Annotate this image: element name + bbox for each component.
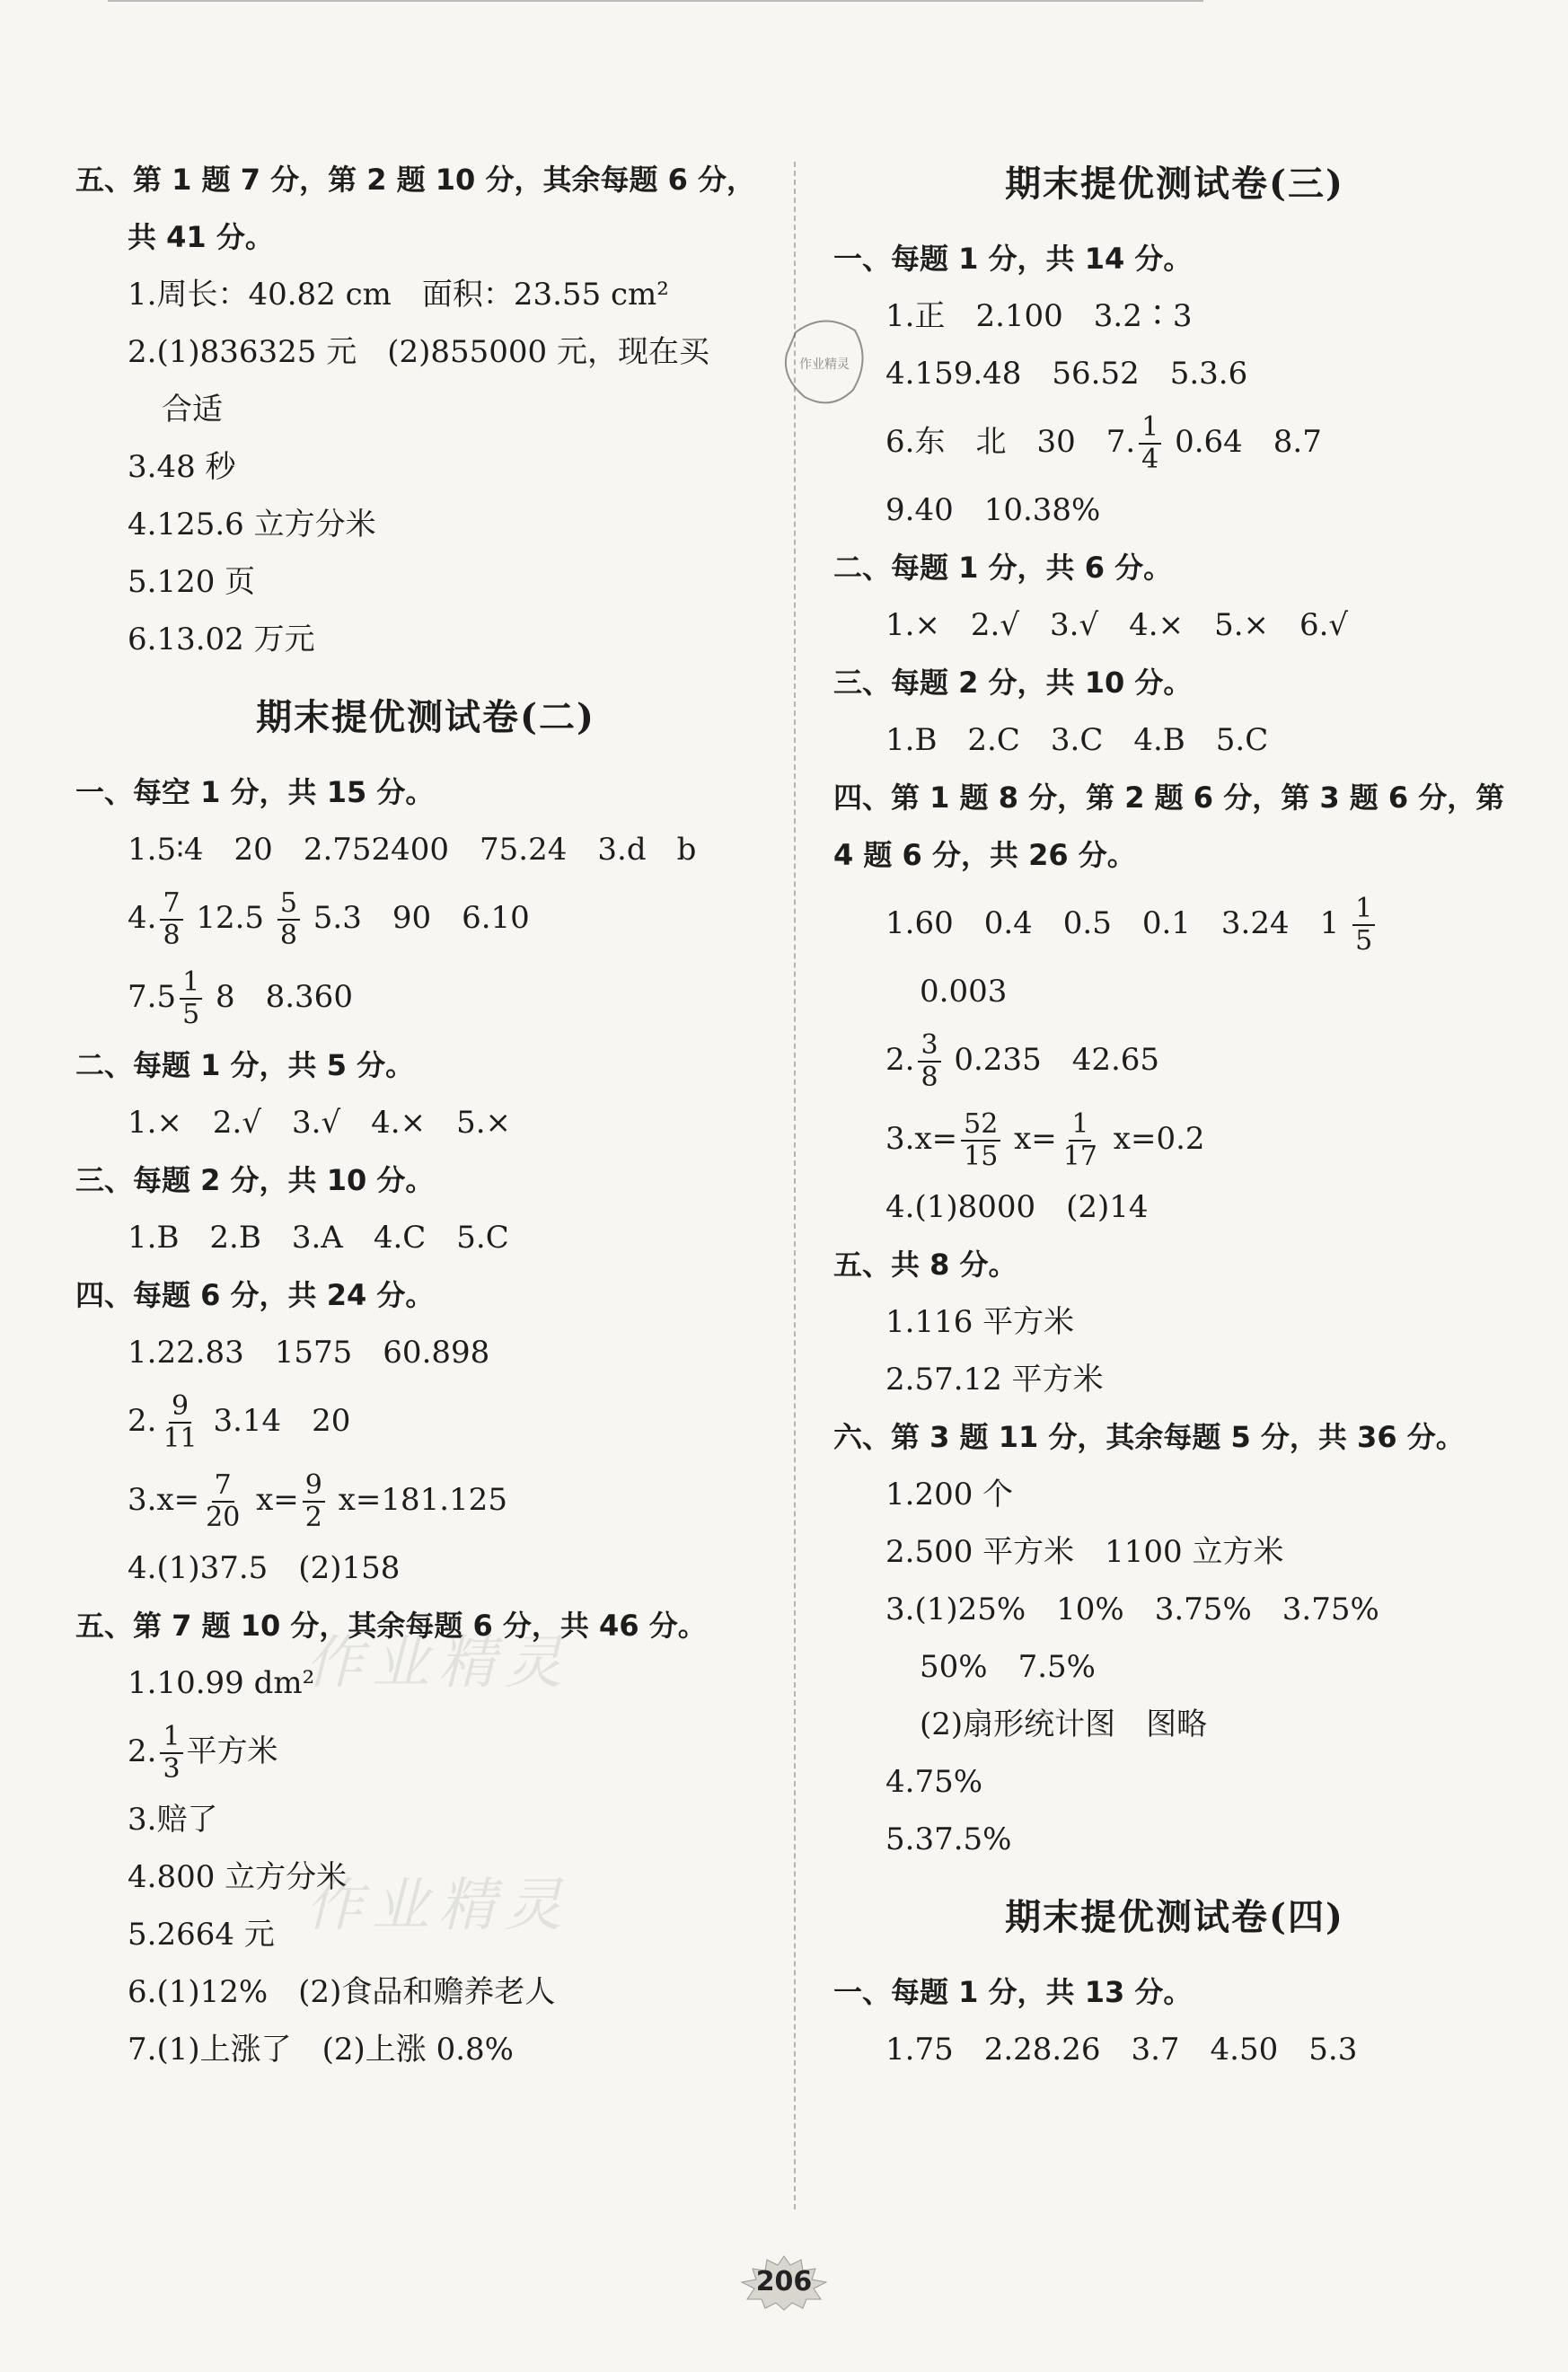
answer-line: 5.37.5% (885, 1821, 1012, 1857)
fraction (160, 1722, 182, 1785)
text: 3.x= (128, 1482, 200, 1518)
fraction (180, 967, 202, 1030)
text: 2. (128, 1403, 157, 1439)
section-heading-cont: 4 题 6 分，共 26 分。 (833, 838, 1136, 872)
section-heading: 六、第 3 题 11 分，其余每题 5 分，共 36 分。 (833, 1420, 1465, 1454)
denominator: 8 (921, 1062, 938, 1093)
section-heading: 五、第 7 题 10 分，其余每题 6 分，共 46 分。 (75, 1609, 707, 1643)
answer-line: 3.(1)25% 10% 3.75% 3.75% (885, 1592, 1379, 1627)
section-heading: 一、每空 1 分，共 15 分。 (75, 775, 435, 809)
answer-line: 4.(1)8000 (2)14 (885, 1189, 1149, 1225)
text: 0.235 42.65 (954, 1042, 1160, 1078)
answer-line: 5.2664 元 (128, 1917, 275, 1953)
page-number: 206 (755, 2266, 813, 2297)
exam-title: 期末提优测试卷(四) (1005, 1896, 1344, 1938)
answer-line: 1.5∶4 20 2.752400 75.24 3.d b (128, 832, 697, 868)
fraction (203, 1470, 242, 1533)
answer-line: 5.120 页 (128, 564, 256, 600)
text: 2. (128, 1733, 157, 1769)
section-heading: 二、每题 1 分，共 6 分。 (833, 551, 1173, 585)
watermark: 作业精灵 (305, 1873, 571, 1939)
answer-line: 6.13.02 万元 (128, 622, 315, 657)
answer-line: 4.800 立方分米 (128, 1859, 348, 1895)
section-heading: 三、每题 2 分，共 10 分。 (75, 1163, 435, 1197)
text: 5.3 90 6.10 (313, 900, 530, 936)
text: x= (256, 1482, 299, 1518)
denominator: 4 (1141, 444, 1159, 475)
numerator: 5 (277, 888, 300, 921)
fraction (160, 1391, 199, 1454)
denominator: 5 (182, 999, 200, 1030)
answer-line: 1.75 2.28.26 3.7 4.50 5.3 (885, 2032, 1358, 2068)
text: 4. (128, 900, 157, 936)
answer-line: 合适 (162, 392, 223, 428)
answer-line: 1.200 个 (885, 1477, 1014, 1512)
answer-line: 0.003 (920, 974, 1008, 1010)
answer-line (833, 884, 1516, 963)
text: 1.60 0.4 0.5 0.1 3.24 1 (885, 905, 1340, 941)
answer-line: 2.500 平方米 1100 立方米 (885, 1534, 1284, 1570)
answer-line (75, 1460, 776, 1539)
answer-line (833, 1099, 1516, 1178)
exam-title: 期末提优测试卷(二) (256, 696, 595, 738)
section-heading: 一、每题 1 分，共 14 分。 (833, 242, 1193, 276)
text: 2. (885, 1042, 915, 1078)
answer-line: 6.(1)12% (2)食品和赡养老人 (128, 1974, 556, 2010)
answer-line: 4.(1)37.5 (2)158 (128, 1550, 401, 1586)
numerator: 1 (1139, 412, 1161, 445)
text: x= (1014, 1121, 1057, 1157)
fraction (303, 1470, 325, 1533)
left-column (75, 151, 776, 2078)
text: 3.14 20 (213, 1403, 351, 1439)
section-heading: 五、共 8 分。 (833, 1248, 1017, 1282)
text: 8 8.360 (215, 979, 353, 1015)
numerator: 9 (169, 1391, 191, 1424)
section-heading: 四、第 1 题 8 分，第 2 题 6 分，第 3 题 6 分，第 (833, 780, 1505, 815)
answer-line: 1.116 平方米 (885, 1304, 1075, 1340)
text: 0.64 8.7 (1175, 424, 1322, 460)
section-heading: 一、每题 1 分，共 13 分。 (833, 1975, 1193, 2009)
numerator: 3 (918, 1030, 940, 1063)
answer-line: 1.10.99 dm² (128, 1665, 315, 1701)
text: 平方米 (186, 1733, 278, 1769)
answer-line: 1.周长：40.82 cm 面积：23.55 cm² (128, 277, 669, 313)
text: 6.东 北 30 7. (885, 424, 1136, 460)
denominator: 15 (964, 1141, 999, 1172)
numerator: 1 (1069, 1109, 1091, 1142)
stamp-text: 作业精灵 (799, 357, 850, 372)
denominator: 5 (1355, 925, 1373, 957)
fraction (918, 1030, 940, 1093)
answer-line: 7.(1)上涨了 (2)上涨 0.8% (128, 2032, 514, 2068)
answer-line (75, 957, 776, 1036)
answer-line: 50% 7.5% (920, 1649, 1096, 1685)
numerator: 1 (1352, 894, 1375, 926)
text: x=0.2 (1113, 1121, 1205, 1157)
text: 7.5 (128, 979, 177, 1015)
fraction (160, 888, 182, 951)
answer-line: 1.× 2.√ 3.√ 4.× 5.× (128, 1105, 511, 1141)
right-column (833, 151, 1516, 2078)
answer-line (833, 1020, 1516, 1099)
fraction (1139, 412, 1161, 475)
denominator: 2 (304, 1502, 322, 1533)
text: 12.5 (196, 900, 265, 936)
denominator: 11 (163, 1423, 198, 1454)
stamp-logo (778, 314, 871, 413)
numerator: 1 (160, 1722, 182, 1754)
answer-line: 1.正 2.100 3.2∶3 (885, 298, 1193, 334)
answer-line: 3.赔了 (128, 1802, 218, 1838)
section-heading: 三、每题 2 分，共 10 分。 (833, 666, 1193, 700)
answer-line: 4.159.48 56.52 5.3.6 (885, 356, 1248, 392)
answer-line: 2.(1)836325 元 (2)855000 元，现在买 (128, 334, 709, 370)
answer-line: 3.48 秒 (128, 449, 236, 485)
page-number-badge (736, 2253, 832, 2312)
numerator: 1 (180, 967, 202, 1000)
fraction (961, 1109, 1000, 1172)
answer-line: (2)扇形统计图 图略 (920, 1706, 1208, 1742)
numerator: 52 (961, 1109, 1000, 1142)
section-heading-cont: 共 41 分。 (128, 220, 274, 254)
answer-line: 1.22.83 1575 60.898 (128, 1335, 490, 1371)
watermark: 作业精灵 (305, 1630, 571, 1697)
text: x=181.125 (338, 1482, 507, 1518)
answer-line (833, 402, 1516, 481)
answer-line: 2.57.12 平方米 (885, 1362, 1104, 1398)
answer-line: 1.× 2.√ 3.√ 4.× 5.× 6.√ (885, 607, 1349, 643)
fraction (1061, 1109, 1100, 1172)
answer-line: 4.125.6 立方分米 (128, 507, 376, 542)
denominator: 17 (1062, 1141, 1097, 1172)
answer-line: 1.B 2.C 3.C 4.B 5.C (885, 722, 1269, 758)
text: 3.x= (885, 1121, 958, 1157)
exam-title: 期末提优测试卷(三) (1005, 163, 1344, 205)
answer-line (75, 878, 776, 957)
numerator: 7 (160, 888, 182, 921)
fraction (1352, 894, 1375, 957)
section-heading: 五、第 1 题 7 分，第 2 题 10 分，其余每题 6 分， (75, 163, 756, 197)
answer-line (75, 1712, 776, 1791)
numerator: 7 (212, 1470, 234, 1503)
answer-line: 4.75% (885, 1764, 983, 1800)
top-rule (108, 0, 1203, 2)
numerator: 9 (303, 1470, 325, 1503)
denominator: 8 (163, 920, 181, 951)
denominator: 8 (279, 920, 297, 951)
section-heading: 二、每题 1 分，共 5 分。 (75, 1048, 415, 1082)
fraction (277, 888, 300, 951)
section-heading: 四、每题 6 分，共 24 分。 (75, 1278, 435, 1312)
column-divider (794, 162, 796, 2209)
denominator: 3 (163, 1753, 181, 1785)
answer-line: 9.40 10.38% (885, 492, 1101, 528)
stamp-icon (778, 314, 871, 413)
answer-line: 1.B 2.B 3.A 4.C 5.C (128, 1220, 509, 1256)
denominator: 20 (206, 1502, 241, 1533)
answer-line (75, 1381, 776, 1460)
